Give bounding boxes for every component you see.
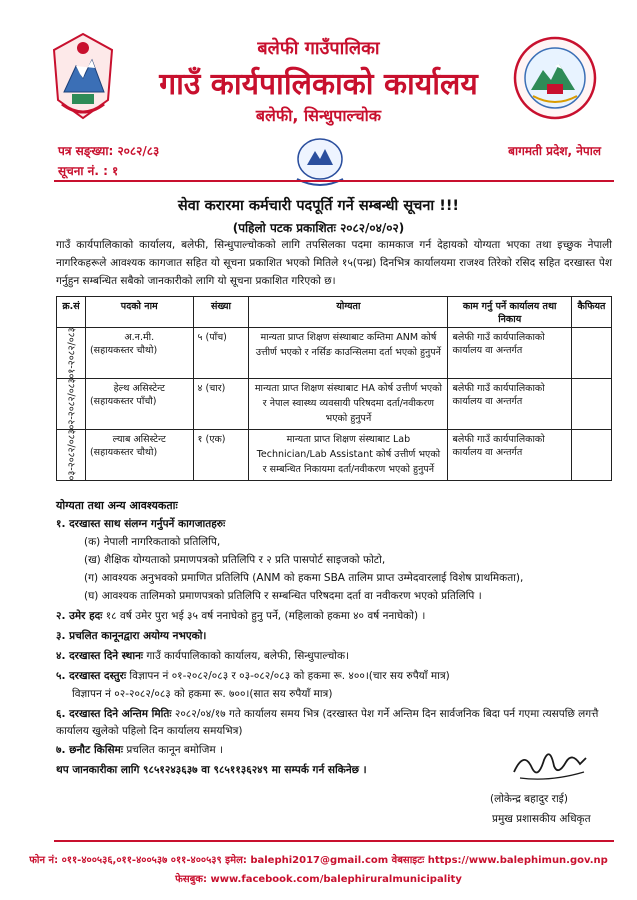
office-address: बलेफी, सिन्धुपाल्चोक [255,106,382,125]
table-row [57,430,612,481]
footer-facebook: फेसबुक: www.facebook.com/balephiruralmunicipality [175,874,462,885]
cell-sn: ०३-२०८२/०८३ [57,430,86,481]
col-header-count: संख्या [193,297,249,328]
col-header-post: पदको नाम [85,297,193,328]
col-header-sn: क्र.सं [57,297,86,328]
cell-qualification: मान्यता प्राप्त शिक्षण संस्थाबाट HA कोर्ष उत्तीर्ण भएको र नेपाल स्वास्थ्य व्यवसायी परिषदमा दर्ता/नवीकरण भएको हुनुपर्ने [249,379,448,430]
req-5: ५. दरखास्त दस्तुरः विज्ञापन नं ०१-२०८२/०८३ र ०३-०८२/०८३ को हकमा रू. ४००।(चार सय रुपैयाँ मात्र) [56,670,450,682]
cell-post: अ.न.मी. (सहायकस्तर चौथो) [85,328,193,379]
req-5-line2: विज्ञापन नं ०२-२०८२/०८३ को हकमा रू. ७००।(सात सय रुपैयाँ मात्र) [72,688,333,700]
cell-sn: ०२-२०८२/०८३ [57,379,86,430]
footer-divider [54,840,614,842]
col-header-office: काम गर्नु पर्ने कार्यालय तथा निकाय [448,297,572,328]
publication-date: (पहिलो पटक प्रकाशितः २०८२/०४/०२) [232,221,405,235]
signature-image [510,742,590,786]
req-7: ७. छनौट किसिमः प्रचलित कानून बमोजिम । [56,744,223,756]
cell-count: ४ (चार) [193,379,249,430]
municipality-name: बलेफी गाउँपालिका [257,38,380,59]
table-header-row [57,297,612,328]
col-header-qualification: योग्यता [249,297,448,328]
cell-office: बलेफी गाउँ कार्यपालिकाको कार्यालय वा अन्तर्गत [448,328,572,379]
footer-contact: फोन नं: ०११-४००५३६,०११-४००५३७ ०११-४००५३९ इमेल: balephi2017@gmail.com वेबसाइटः https://www.balephimun.gov.np [29,855,608,866]
notice-number: सूचना नं. : १ [58,164,119,178]
req-1-item-d: (घ) आवश्यक तालिमको प्रमाणपत्रको प्रतिलिपि र सम्बन्धित परिषदमा दर्ता वा नवीकरण भएको प्रतिलिपि । [84,590,482,602]
header-divider [54,180,614,182]
req-1-item-b: (ख) शैक्षिक योग्यताको प्रमाणपत्रको प्रतिलिपि र २ प्रति पासपोर्ट साइजको फोटो, [84,554,386,566]
cell-remarks [571,379,611,430]
req-1-item-c: (ग) आवश्यक अनुभवको प्रमाणित प्रतिलिपि (ANM को हकमा SBA तालिम प्राप्त उम्मेदवारलाई विशेष प्राथमिकता), [84,572,524,584]
notice-intro: गाउँ कार्यपालिकाको कार्यालय, बलेफी, सिन्धुपाल्चोकको लागि तपसिलका पदमा कामकाज गर्न देहायको योग्यता भएका तथा इच्छुक नेपाली नागरिकहरूले आवश्यक कागजात सहित यो सूचना प्रकाशित भएको मितिले १५(पन्ध्र) दिनभित्र कार्यालयमा राजश्व तिरेको रसिद सहित दरखास्त पेश गर्नुहुन सम्बन्धित सबैको जानकारीको लागि यो सूचना प्रकाशित गरिएको छ। [56,239,612,287]
table-row [57,328,612,379]
cell-office: बलेफी गाउँ कार्यपालिकाको कार्यालय वा अन्तर्गत [448,379,572,430]
cell-sn: ०१-२०८२/०८३ [57,328,86,379]
signatory-name: (लोकेन्द्र बहादुर राई) [490,793,568,805]
req-1-item-a: (क) नेपाली नागरिकताको प्रतिलिपि, [84,536,221,548]
cell-remarks [571,328,611,379]
requirements-heading: योग्यता तथा अन्य आवश्यकताः [56,499,178,512]
col-header-remarks: कैफियत [571,297,611,328]
req-6: ६. दरखास्त दिने अन्तिम मितिः २०८२/०४/१७ गते कार्यालय समय भित्र (दरखास्त पेश गर्ने अन्तिम दिन सार्वजनिक बिदा पर्न गएमा त्यसपछि लगत्तै कार्यालय खुलेको पहिलो दिन कार्यालय समयभित्र) [56,708,599,737]
vacancy-table [56,296,612,481]
contact-info: थप जानकारीका लागि ९८५१२४३६३७ वा ९८५११३६२४९ मा सम्पर्क गर्न सकिनेछ । [56,764,367,776]
cell-count: ५ (पाँच) [193,328,249,379]
signatory-title: प्रमुख प्रशासकीय अधिकृत [492,813,591,825]
cell-qualification: मान्यता प्राप्त शिक्षण संस्थाबाट कम्तिमा ANM कोर्ष उत्तीर्ण भएको र नर्सिङ काउन्सिलमा दर्ता भएको हुनुपर्ने [249,328,448,379]
req-4: ४. दरखास्त दिने स्थानः गाउँ कार्यपालिकाको कार्यालय, बलेफी, सिन्धुपाल्चोक। [56,650,350,662]
cell-qualification: मान्यता प्राप्त शिक्षण संस्थाबाट Lab Technician/Lab Assistant कोर्ष उत्तीर्ण भएको र सम्बन्धित निकायमा दर्ता/नवीकरण भएको हुनुपर्ने [249,430,448,481]
table-row [57,379,612,430]
letter-number: पत्र सङ्ख्या: २०८२/८३ [58,144,160,158]
cell-office: बलेफी गाउँ कार्यपालिकाको कार्यालय वा अन्तर्गत [448,430,572,481]
notice-title: सेवा करारमा कर्मचारी पदपूर्ति गर्ने सम्बन्धी सूचना !!! [177,198,460,214]
province-label: बागमती प्रदेश, नेपाल [508,144,601,158]
office-name: गाउँ कार्यपालिकाको कार्यालय [159,67,478,102]
cell-remarks [571,430,611,481]
req-1-label: १. दरखास्त साथ संलग्न गर्नुपर्ने कागजातहरुः [56,518,226,530]
cell-post: हेल्थ असिस्टेन्ट (सहायकस्तर पाँचौ) [85,379,193,430]
req-2: २. उमेर हदः १८ वर्ष उमेर पुरा भई ३५ वर्ष ननाघेको हुनु पर्ने, (महिलाको हकमा ४० वर्ष ननाघेको) । [56,610,426,622]
cell-count: १ (एक) [193,430,249,481]
cell-post: ल्याब असिस्टेन्ट (सहायकस्तर चौथो) [85,430,193,481]
req-3: ३. प्रचलित कानूनद्वारा अयोग्य नभएको। [56,630,207,642]
